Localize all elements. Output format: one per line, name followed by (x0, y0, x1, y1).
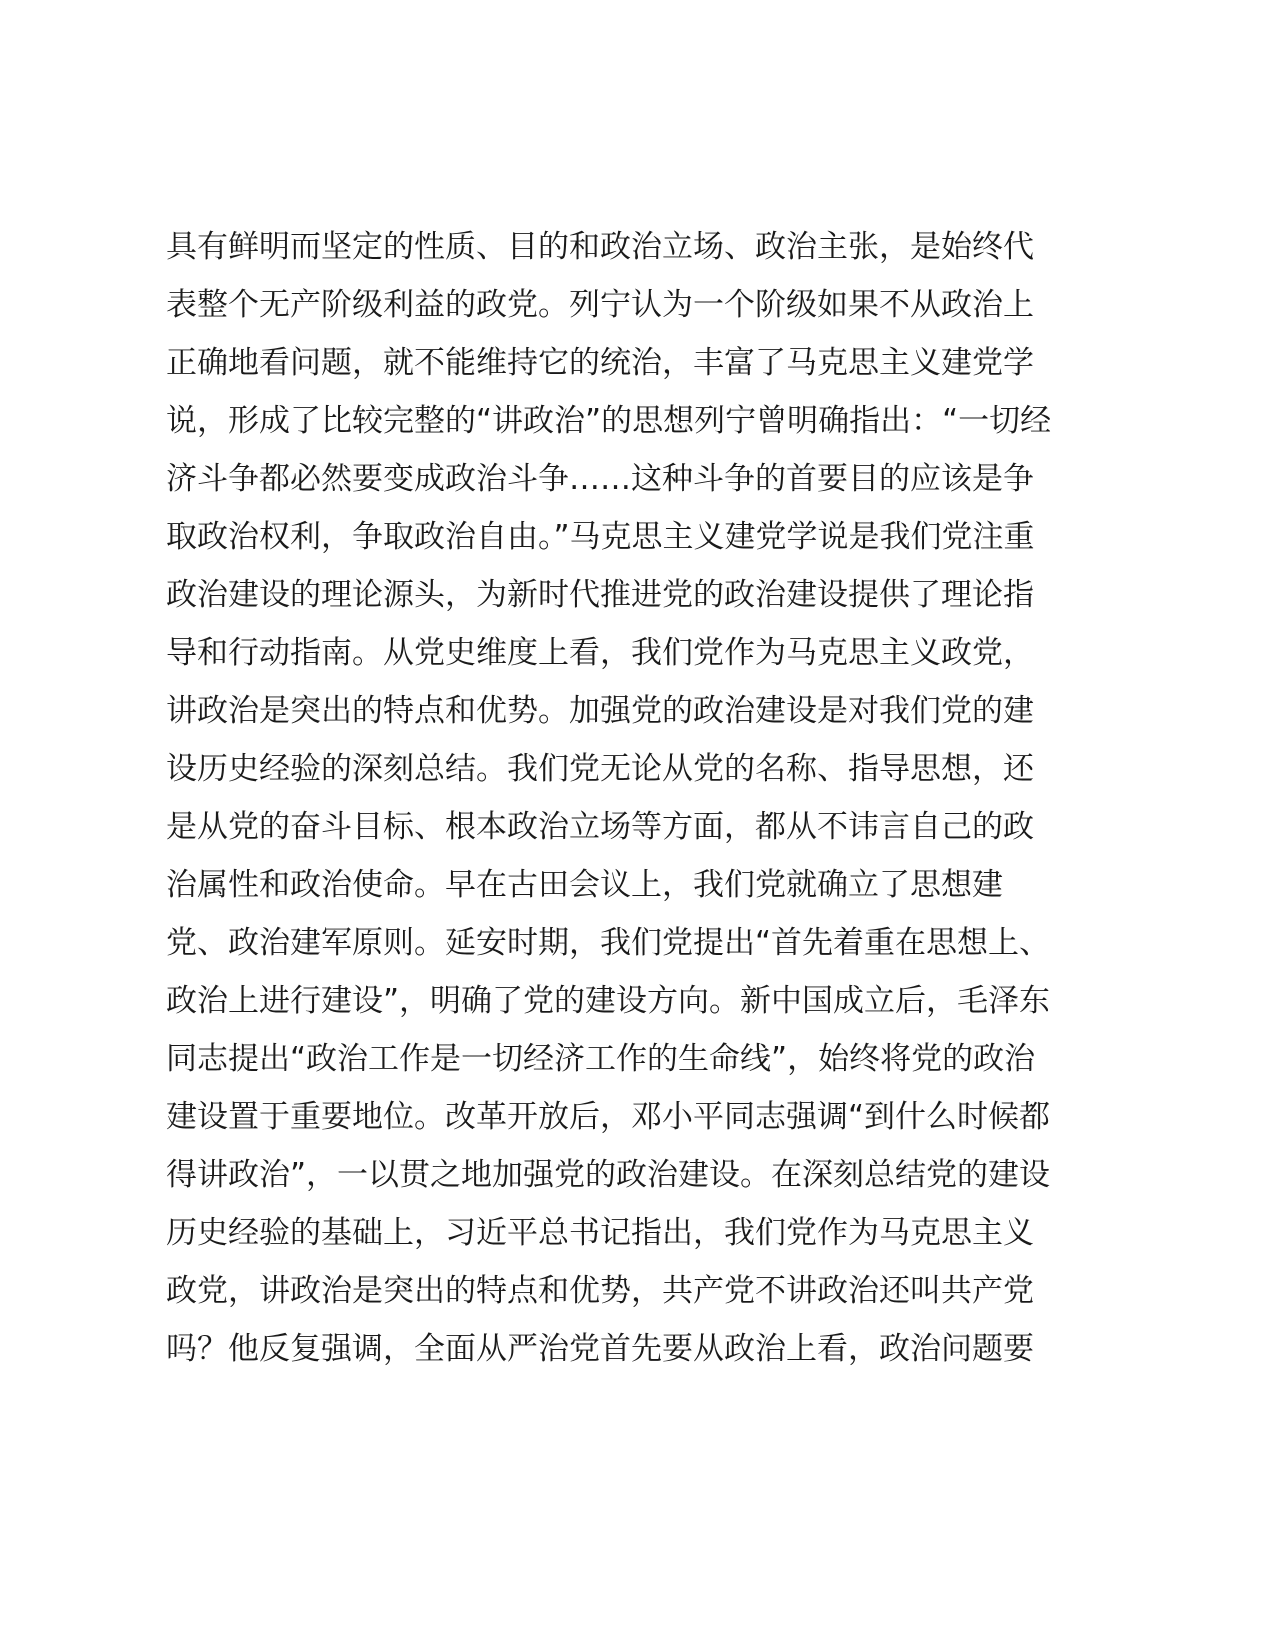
text-line: 说，形成了比较完整的“讲政治”的思想列宁曾明确指出：“一切经 (166, 403, 1052, 439)
text-line: 表整个无产阶级利益的政党。列宁认为一个阶级如果不从政治上 (166, 287, 1034, 323)
text-line: 政党，讲政治是突出的特点和优势，共产党不讲政治还叫共产党 (166, 1273, 1034, 1309)
text-line: 济斗争都必然要变成政治斗争……这种斗争的首要目的应该是争 (166, 461, 1034, 497)
text-line: 取政治权利，争取政治自由。”马克思主义建党学说是我们党注重 (166, 519, 1035, 555)
text-line: 治属性和政治使命。早在古田会议上，我们党就确立了思想建 (166, 867, 1003, 903)
text-line: 得讲政治”，一以贯之地加强党的政治建设。在深刻总结党的建设 (166, 1157, 1051, 1193)
text-line: 政治建设的理论源头，为新时代推进党的政治建设提供了理论指 (166, 577, 1034, 613)
text-line: 建设置于重要地位。改革开放后，邓小平同志强调“到什么时候都 (166, 1099, 1051, 1135)
text-line: 政治上进行建设”，明确了党的建设方向。新中国成立后，毛泽东 (166, 983, 1051, 1019)
text-line: 讲政治是突出的特点和优势。加强党的政治建设是对我们党的建 (166, 693, 1034, 729)
text-line: 是从党的奋斗目标、根本政治立场等方面，都从不讳言自己的政 (166, 809, 1034, 845)
text-line: 历史经验的基础上，习近平总书记指出，我们党作为马克思主义 (166, 1215, 1034, 1251)
text-line: 正确地看问题，就不能维持它的统治，丰富了马克思主义建党学 (166, 345, 1034, 381)
text-line: 导和行动指南。从党史维度上看，我们党作为马克思主义政党， (166, 635, 1034, 671)
body-paragraph (166, 218, 1126, 1378)
text-line: 设历史经验的深刻总结。我们党无论从党的名称、指导思想，还 (166, 751, 1034, 787)
text-line: 党、政治建军原则。延安时期，我们党提出“首先着重在思想上、 (166, 925, 1051, 961)
text-line: 具有鲜明而坚定的性质、目的和政治立场、政治主张，是始终代 (166, 229, 1034, 265)
text-line: 吗？他反复强调，全面从严治党首先要从政治上看，政治问题要 (166, 1331, 1034, 1367)
text-line: 同志提出“政治工作是一切经济工作的生命线”，始终将党的政治 (166, 1041, 1036, 1077)
